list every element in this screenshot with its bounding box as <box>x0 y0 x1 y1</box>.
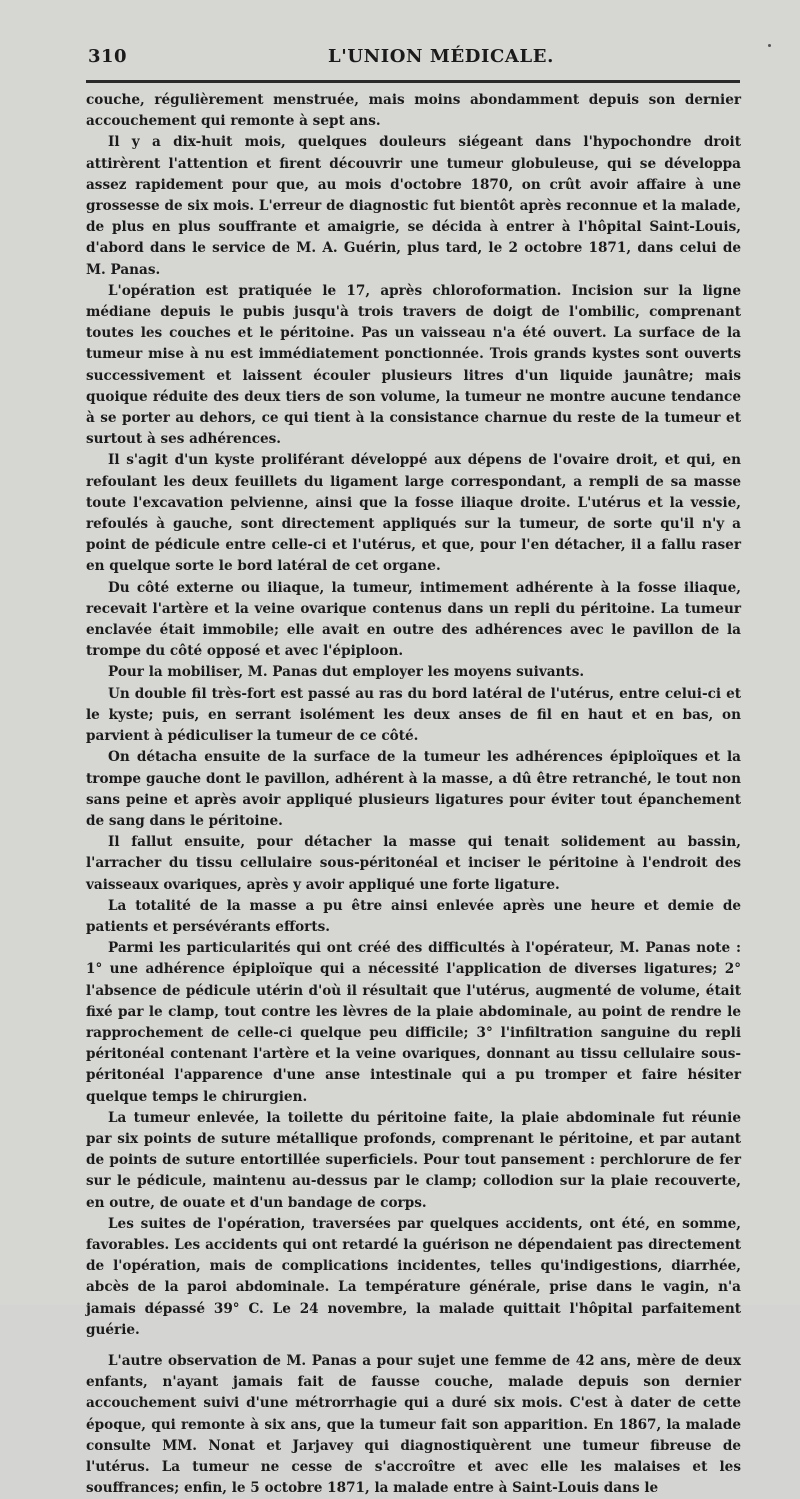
paragraph: Il y a dix-huit mois, quelques douleurs siégeant dans l'hypochondre droit attirèrent l'attention et firent découvrir une tumeur globuleuse, qui se développa assez rapidement pour que, au mois d'octobre 1870, on crût avoir affaire à une grossesse de six mois. L'erreur de diagnostic fut bientôt après reconnue et la malade, de plus en plus souffrante et amaigrie, se décida à entrer à l'hôpital Saint-Louis, d'abord dans le service de M. A. Guérin, plus tard, le 2 octobre 1871, dans celui de M. Panas. <box>86 134 741 278</box>
paragraph: L'opération est pratiquée le 17, après chloroformation. Incision sur la ligne médiane depuis le pubis jusqu'à trois travers de doigt de l'ombilic, comprenant toutes les couches et le péritoine. Pas un vaisseau n'a été ouvert. La surface de la tumeur mise à nu est immédiatement ponctionnée. Trois grands kystes sont ouverts successivement et laissent écouler plusieurs litres d'un liquide jaunâtre; mais quoique réduite des deux tiers de son volume, la tumeur ne montre aucune tendance à se porter au dehors, ce qui tient à la consistance charnue du reste de la tumeur et surtout à ses adhérences. <box>86 282 741 448</box>
paragraph: L'autre observation de M. Panas a pour sujet une femme de 42 ans, mère de deux enfants, n'ayant jamais fait de fausse couche, malade depuis son dernier accouchement suivi d'une métrorrhagie qui a duré six mois. C'est à dater de cette époque, qui remonte à six ans, que la tumeur fait son apparition. En 1867, la malade consulte MM. Nonat et Jarjavey qui diagnostiquèrent une tumeur fibreuse de l'utérus. La tumeur ne cesse de s'accroître et avec elle les malaises et les souffrances; enfin, le 5 octobre 1871, la malade entre à Saint-Louis dans le <box>86 1352 741 1497</box>
paragraph-continued: couche, régulièrement menstruée, mais moins abondamment depuis son dernier accouchement qui remonte à sept ans. <box>86 92 741 130</box>
paragraph: La totalité de la masse a pu être ainsi enlevée après une heure et demie de patients et persévérants efforts. <box>86 897 741 935</box>
paragraph: Parmi les particularités qui ont créé des difficultés à l'opérateur, M. Panas note : 1° une adhérence épiploïque qui a nécessité l'application de diverses ligatures; 2° l'absence de pédicule utérin d'où il résultait que l'utérus, augmenté de volume, était fixé par le clamp, tout contre les lèvres de la plaie abdominale, au point de rendre le rapprochement de celle-ci quelque peu difficile; 3° l'infiltration sanguine du repli péritonéal contenant l'artère et la veine ovariques, donnant au tissu cellulaire sous-péritonéal l'apparence d'une anse intestinale qui a pu tromper et faire hésiter quelque temps le chirurgien. <box>86 940 741 1105</box>
running-title: L'UNION MÉDICALE. <box>328 46 554 67</box>
paragraph: Pour la mobiliser, M. Panas dut employer les moyens suivants. <box>108 664 585 681</box>
paragraph: On détacha ensuite de la surface de la tumeur les adhérences épiploïques et la trompe gauche dont le pavillon, adhérent à la masse, a dû être retranché, le tout non sans peine et après avoir appliqué plusieurs ligatures pour éviter tout épanchement de sang dans le péritoine. <box>86 749 741 829</box>
paragraph: Les suites de l'opération, traversées par quelques accidents, ont été, en somme, favorables. Les accidents qui ont retardé la guérison ne dépendaient pas directement de l'opération, mais de complications incidentes, telles qu'indigestions, diarrhée, abcès de la paroi abdominale. La température générale, prise dans le vagin, n'a jamais dépassé 39° C. Le 24 novembre, la malade quittait l'hôpital parfaitement guérie. <box>86 1215 741 1338</box>
paragraph: Du côté externe ou iliaque, la tumeur, intimement adhérente à la fosse iliaque, recevait l'artère et la veine ovarique contenus dans un repli du péritoine. La tumeur enclavée était immobile; elle avait en outre des adhérences avec le pavillon de la trompe du côté opposé et avec l'épiploon. <box>86 579 741 660</box>
paragraph: La tumeur enlevée, la toilette du péritoine faite, la plaie abdominale fut réunie par six points de suture métallique profonds, comprenant le péritoine, et par autant de points de suture entortillée superficiels. Pour tout pansement : perchlorure de fer sur le pédicule, maintenu au-dessus par le clamp; collodion sur la plaie recouverte, en outre, de ouate et d'un bandage de corps. <box>86 1109 741 1211</box>
paragraph: Il s'agit d'un kyste proliférant développé aux dépens de l'ovaire droit, et qui, en refoulant les deux feuillets du ligament large correspondant, a rempli de sa masse toute l'excavation pelvienne, ainsi que la fosse iliaque droite. L'utérus et la vessie, refoulés à gauche, sont directement appliqués sur la tumeur, de sorte qu'il n'y a point de pédicule entre celle-ci et l'utérus, et que, pour l'en détacher, il a fallu raser en quelque sorte le bord latéral de cet organe. <box>86 452 741 575</box>
paragraph: Il fallut ensuite, pour détacher la masse qui tenait solidement au bassin, l'arracher du tissu cellulaire sous-péritonéal et inciser le péritoine à l'endroit des vaisseaux ovariques, après y avoir appliqué une forte ligature. <box>86 834 741 893</box>
margin-speck <box>768 44 771 47</box>
article-body <box>86 90 741 1499</box>
page-header <box>88 46 740 74</box>
paragraph: Un double fil très-fort est passé au ras du bord latéral de l'utérus, entre celui-ci et le kyste; puis, en serrant isolément les deux anses de fil en haut et en bas, on parvient à pédiculiser la tumeur de ce côté. <box>86 685 741 745</box>
header-rule <box>86 80 740 83</box>
page-number: 310 <box>88 46 128 67</box>
